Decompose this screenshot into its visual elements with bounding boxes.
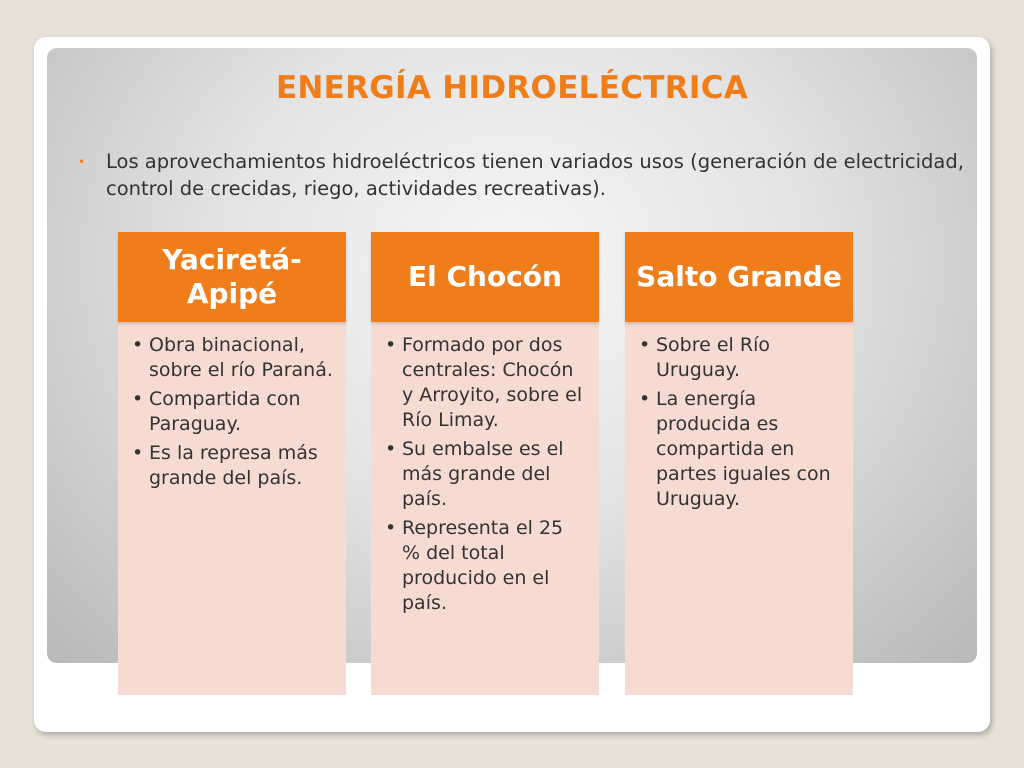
list-item-text: Su embalse es el más grande del país. xyxy=(402,438,564,510)
bullet-icon: • xyxy=(385,517,397,539)
list-item-text: Representa el 25 % del total producido en el país. xyxy=(402,517,564,614)
card-el-chocon xyxy=(371,232,599,695)
card-yacireta-apipe xyxy=(118,232,346,695)
card-list xyxy=(385,333,587,620)
list-item-text: Obra binacional, sobre el río Paraná. xyxy=(149,334,333,381)
card-salto-grande xyxy=(625,232,853,695)
list-item xyxy=(385,437,587,512)
list-item xyxy=(639,387,841,512)
bullet-icon: • xyxy=(78,155,86,169)
bullet-icon: • xyxy=(639,388,651,410)
list-item-text: Sobre el Río Uruguay. xyxy=(656,334,770,381)
list-item xyxy=(385,333,587,433)
list-item xyxy=(132,333,334,383)
list-item xyxy=(132,387,334,437)
list-item-text: Es la represa más grande del país. xyxy=(149,442,318,489)
intro-text: Los aprovechamientos hidroeléctricos tienen variados usos (generación de electricidad, control de crecidas, riego, actividades recreativas). xyxy=(106,150,964,200)
bullet-icon: • xyxy=(132,388,144,410)
card-title: Salto Grande xyxy=(625,232,853,322)
list-item xyxy=(639,333,841,383)
list-item-text: Compartida con Paraguay. xyxy=(149,388,301,435)
bullet-icon: • xyxy=(132,334,144,356)
list-item-text: Formado por dos centrales: Chocón y Arroyito, sobre el Río Limay. xyxy=(402,334,583,431)
list-item-text: La energía producida es compartida en partes iguales con Uruguay. xyxy=(656,388,831,510)
card-title: Yaciretá-Apipé xyxy=(118,232,346,322)
bullet-icon: • xyxy=(639,334,651,356)
bullet-icon: • xyxy=(385,438,397,460)
bullet-icon: • xyxy=(385,334,397,356)
card-list xyxy=(639,333,841,516)
slide-title: ENERGÍA HIDROELÉCTRICA xyxy=(275,70,749,106)
intro-bullet xyxy=(78,148,968,202)
card-list xyxy=(132,333,334,495)
list-item xyxy=(132,441,334,491)
card-title: El Chocón xyxy=(371,232,599,322)
bullet-icon: • xyxy=(132,442,144,464)
list-item xyxy=(385,516,587,616)
